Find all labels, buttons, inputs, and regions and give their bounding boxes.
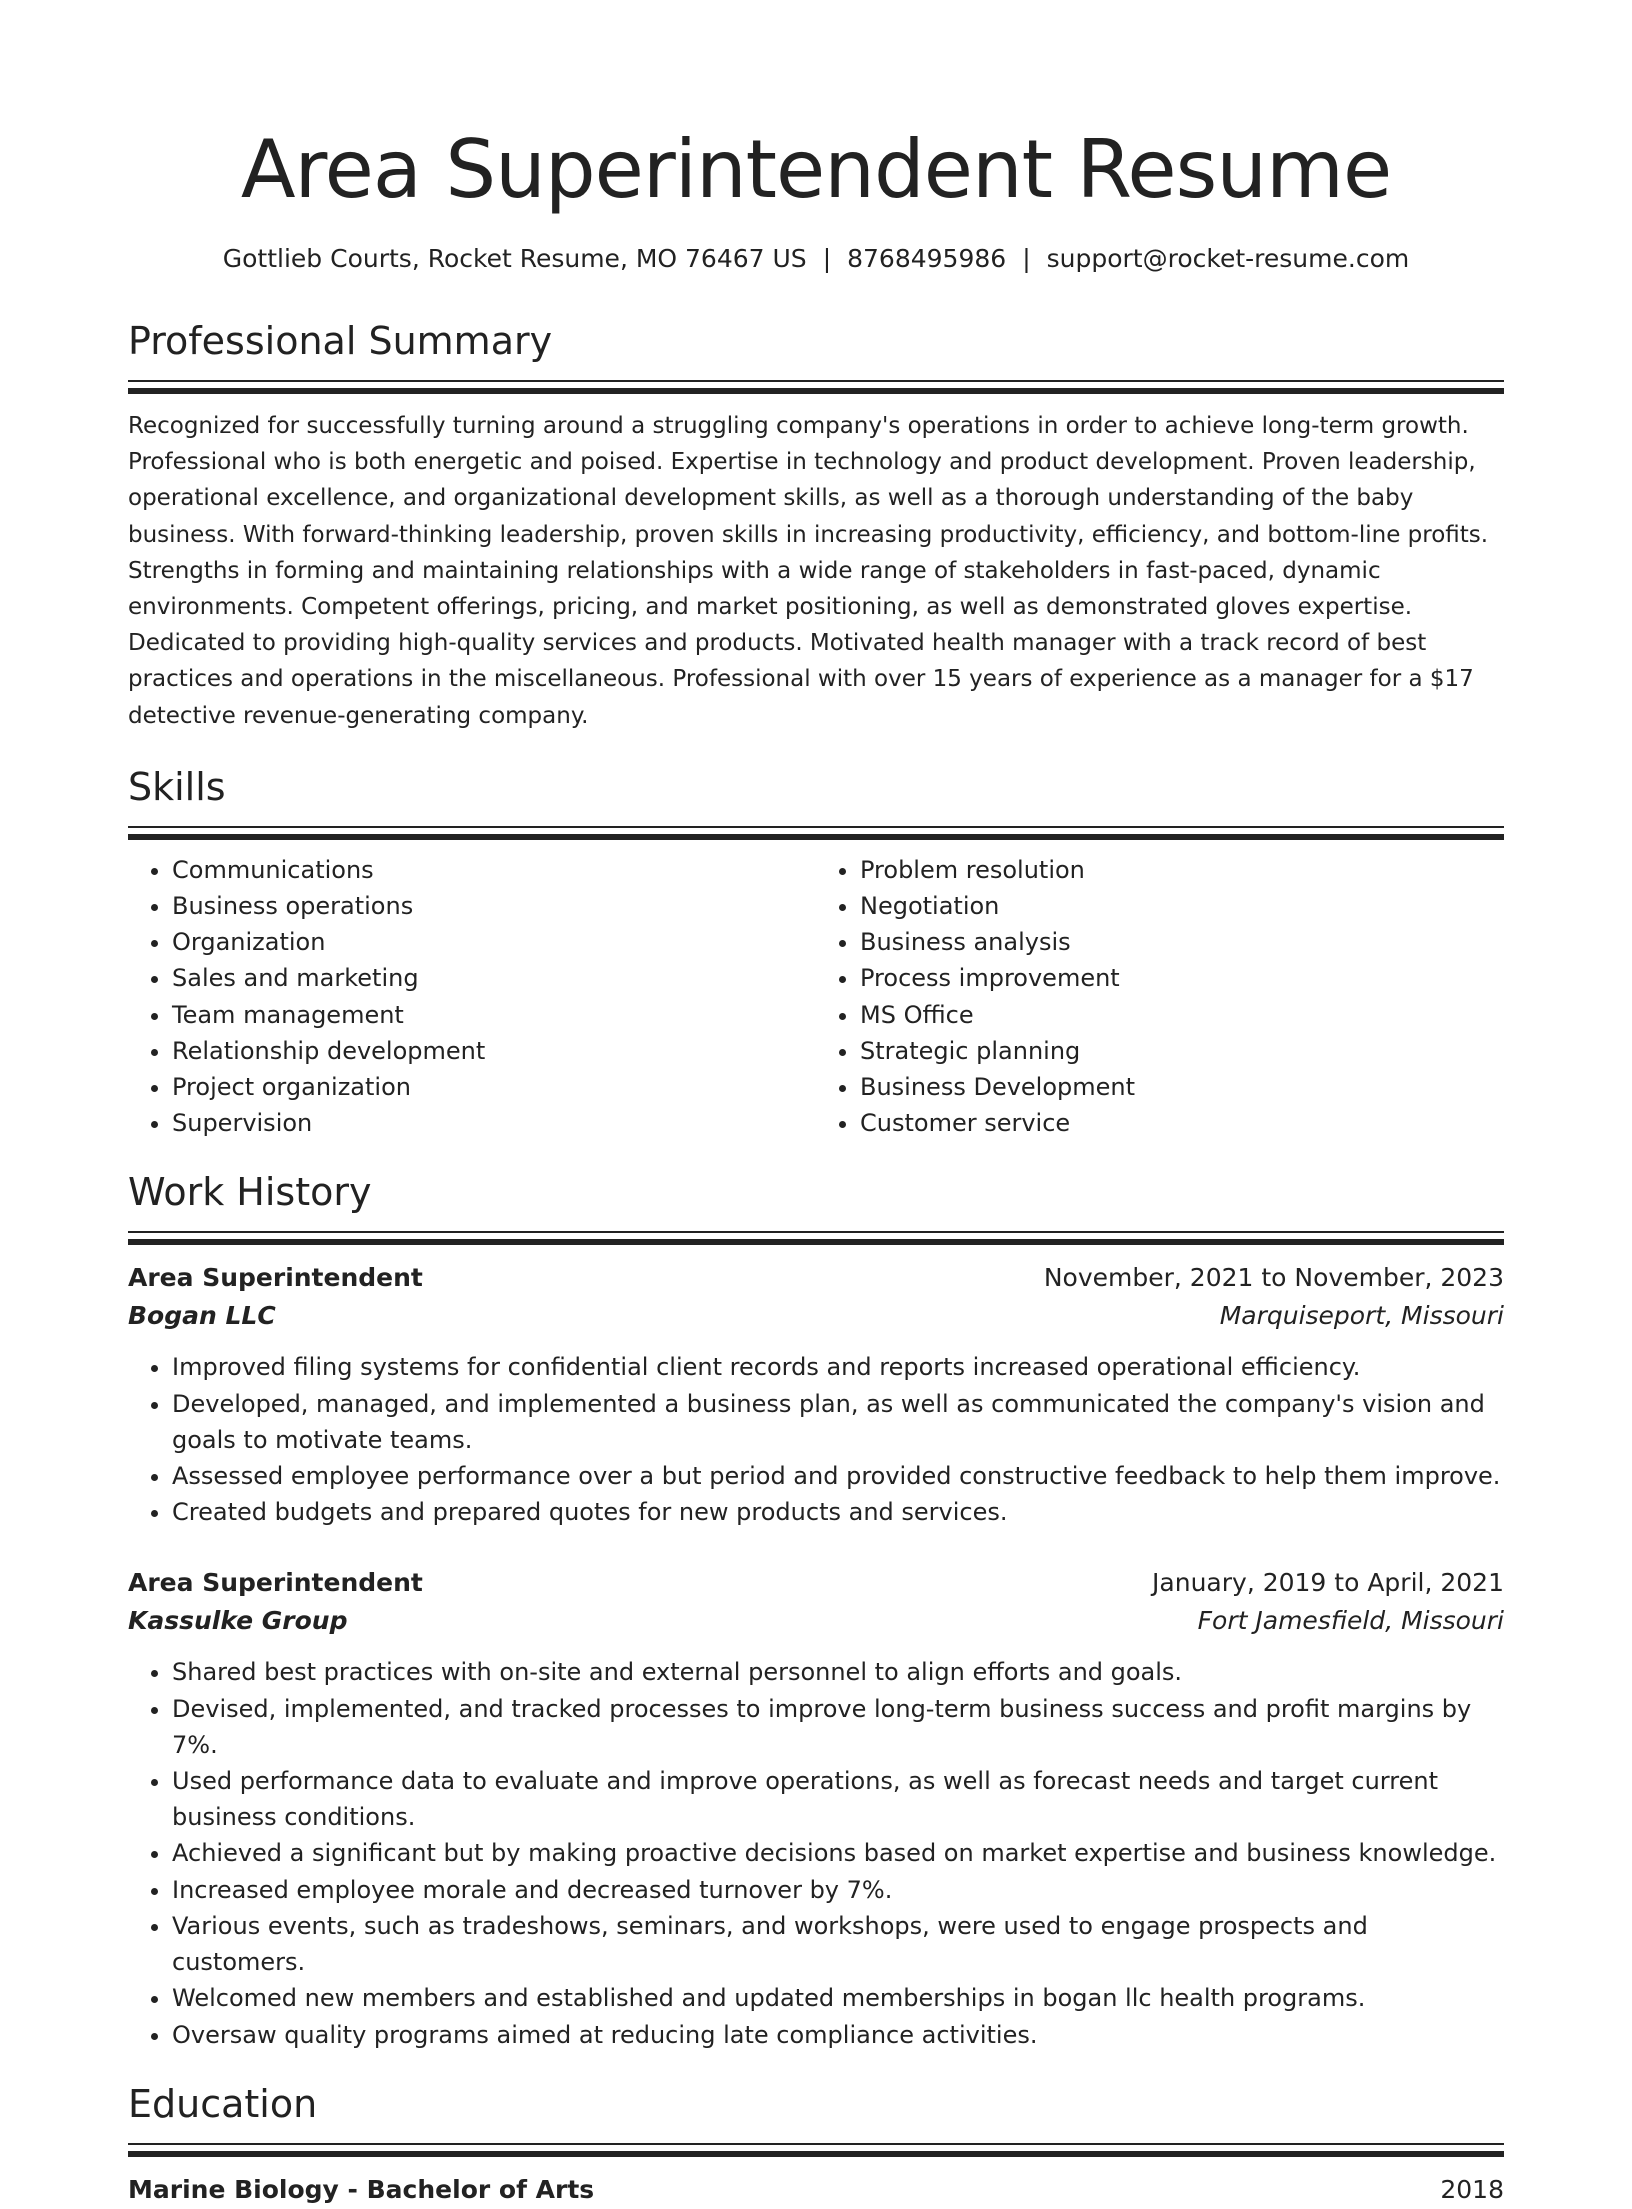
job-dates: January, 2019 to April, 2021 xyxy=(1152,1568,1504,1598)
job-company: Bogan LLC xyxy=(128,1301,276,1331)
work-history-section xyxy=(128,1167,1504,2052)
summary-text: Recognized for successfully turning around a struggling company's operations in order to achieve long-term growth. Professional who is both energetic and poised. Expertise in technology and product development. Proven leadership, operational excellence, and organizational development skills, as well as a thorough understanding of the baby business. With forward-thinking leadership, proven skills in increasing productivity, efficiency, and bottom-line profits. Strengths in forming and maintaining relationships with a wide range of stakeholders in fast-paced, dynamic environments. Competent offerings, pricing, and market positioning, as well as demonstrated gloves expertise. Dedicated to providing high-quality services and products. Motivated health manager with a track record of best practices and operations in the miscellaneous. Professional with over 15 years of experience as a manager for a $17 detective revenue-generating company. xyxy=(128,413,1489,729)
skill-item: • Business operations xyxy=(172,888,816,924)
job-bullet: • Oversaw quality programs aimed at reducing late compliance activities. xyxy=(172,2017,1504,2053)
job-company-row xyxy=(128,1297,1504,1335)
resume-title: Area Superintendent Resume xyxy=(240,123,1392,216)
skill-item: • Negotiation xyxy=(860,888,1504,924)
contact-phone: 8768495986 xyxy=(847,244,1007,273)
education-section xyxy=(128,2079,1504,2209)
job-entry xyxy=(128,1259,1504,1530)
skill-item: • Relationship development xyxy=(172,1033,816,1069)
skill-item: • Strategic planning xyxy=(860,1033,1504,1069)
skill-item: • MS Office xyxy=(860,997,1504,1033)
job-location: Marquiseport, Missouri xyxy=(1219,1301,1504,1331)
skills-heading: Skills xyxy=(128,764,226,809)
job-company-row xyxy=(128,1602,1504,1640)
job-header-row xyxy=(128,1564,1504,1602)
section-divider xyxy=(128,2143,1504,2157)
job-bullet: • Achieved a significant but by making proactive decisions based on market expertise and business knowledge. xyxy=(172,1835,1504,1871)
contact-email: support@rocket-resume.com xyxy=(1046,244,1410,273)
job-entry xyxy=(128,1564,1504,2052)
skill-item: • Customer service xyxy=(860,1105,1504,1141)
skill-item: • Team management xyxy=(172,997,816,1033)
education-row xyxy=(128,2171,1504,2209)
skill-item: • Problem resolution xyxy=(860,852,1504,888)
job-company: Kassulke Group xyxy=(128,1606,348,1636)
job-bullet: • Devised, implemented, and tracked processes to improve long-term business success and profit margins by 7%. xyxy=(172,1691,1504,1763)
skill-item: • Project organization xyxy=(172,1069,816,1105)
skill-item: • Process improvement xyxy=(860,960,1504,996)
section-divider xyxy=(128,1231,1504,1245)
skills-list-left xyxy=(128,852,816,1142)
skills-list-right xyxy=(816,852,1504,1142)
job-bullets xyxy=(128,1654,1504,2052)
job-bullet: • Welcomed new members and established and updated memberships in bogan llc health programs. xyxy=(172,1980,1504,2016)
job-bullets xyxy=(128,1349,1504,1530)
contact-address: Gottlieb Courts, Rocket Resume, MO 76467 US xyxy=(222,244,807,273)
skill-item: • Business Development xyxy=(860,1069,1504,1105)
job-bullet: • Developed, managed, and implemented a business plan, as well as communicated the company's vision and goals to motivate teams. xyxy=(172,1386,1504,1458)
skill-item: • Supervision xyxy=(172,1105,816,1141)
job-bullet: • Created budgets and prepared quotes for new products and services. xyxy=(172,1494,1504,1530)
job-bullet: • Assessed employee performance over a but period and provided constructive feedback to help them improve. xyxy=(172,1458,1504,1494)
job-bullet: • Improved filing systems for confidential client records and reports increased operational efficiency. xyxy=(172,1349,1504,1385)
summary-section xyxy=(128,316,1504,734)
summary-heading: Professional Summary xyxy=(128,319,553,363)
job-location: Fort Jamesfield, Missouri xyxy=(1197,1606,1504,1636)
contact-separator: | xyxy=(822,244,832,273)
contact-line xyxy=(128,242,1504,276)
contact-separator: | xyxy=(1022,244,1031,273)
job-bullet: • Shared best practices with on-site and external personnel to align efforts and goals. xyxy=(172,1654,1504,1690)
job-bullet: • Used performance data to evaluate and improve operations, as well as forecast needs and target current business conditions. xyxy=(172,1763,1504,1835)
job-title: Area Superintendent xyxy=(128,1263,423,1293)
skill-item: • Organization xyxy=(172,924,816,960)
skill-item: • Business analysis xyxy=(860,924,1504,960)
job-bullet: • Increased employee morale and decreased turnover by 7%. xyxy=(172,1872,1504,1908)
education-degree: Marine Biology - Bachelor of Arts xyxy=(128,2174,595,2204)
education-heading: Education xyxy=(128,2081,318,2126)
job-title: Area Superintendent xyxy=(128,1568,423,1598)
job-dates: November, 2021 to November, 2023 xyxy=(1043,1263,1504,1293)
work-history-heading: Work History xyxy=(128,1170,372,1215)
skills-section xyxy=(128,762,1504,1142)
skill-item: • Communications xyxy=(172,852,816,888)
job-bullet: • Various events, such as tradeshows, seminars, and workshops, were used to engage prospects and customers. xyxy=(172,1908,1504,1980)
section-divider xyxy=(128,826,1504,840)
education-year: 2018 xyxy=(1440,2174,1504,2204)
job-header-row xyxy=(128,1259,1504,1297)
section-divider xyxy=(128,380,1504,394)
skills-columns xyxy=(128,852,1504,1142)
skill-item: • Sales and marketing xyxy=(172,960,816,996)
